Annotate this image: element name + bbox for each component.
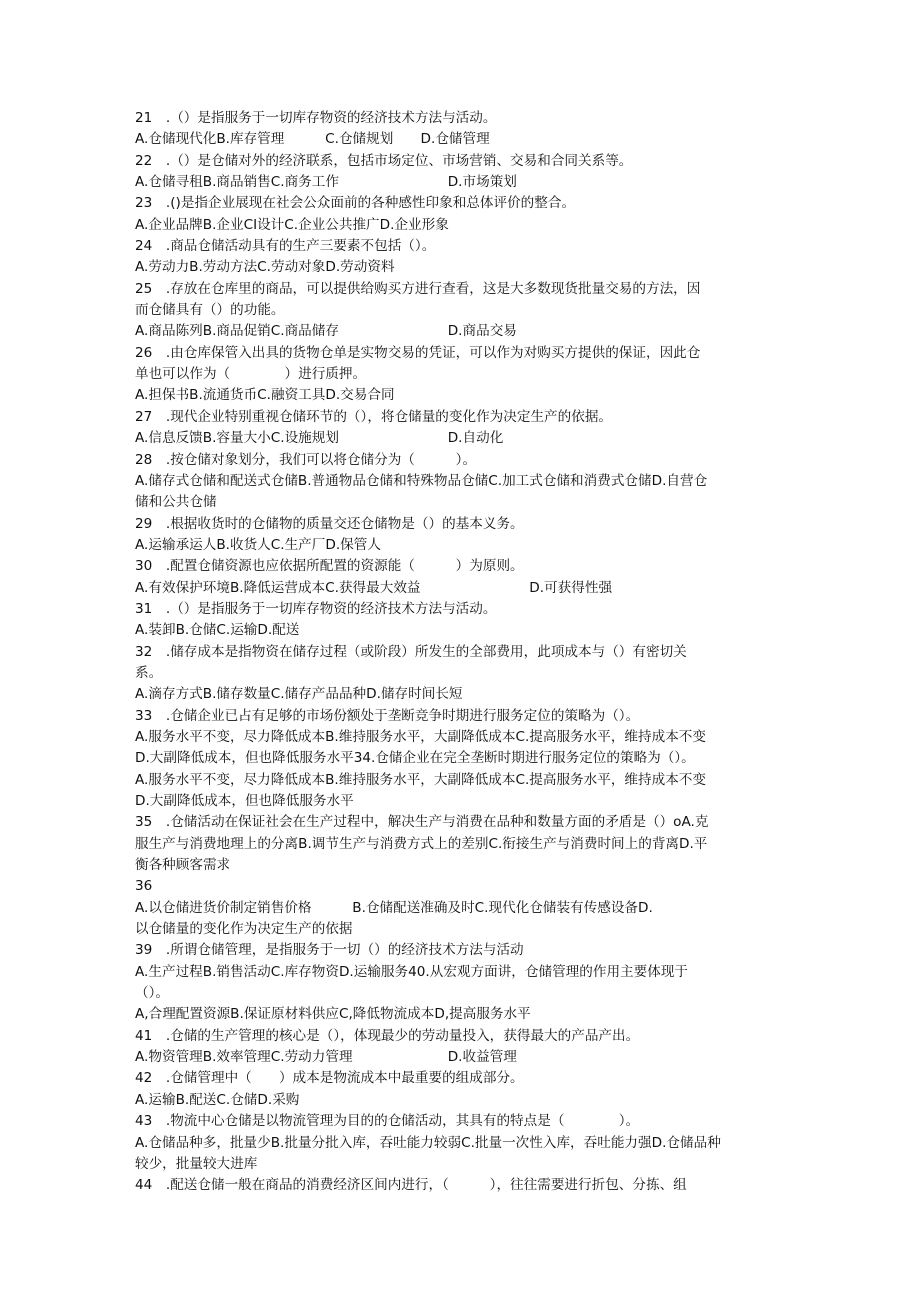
text-line: 30 .配置仓储资源也应依据所配置的资源能（ ）为原则。 bbox=[135, 558, 524, 575]
text-line: 35 .仓储活动在保证社会在生产过程中，解决生产与消费在品种和数量方面的矛盾是（）oA.克 bbox=[135, 814, 709, 831]
text-line: 单也可以作为（ ）进行质押。 bbox=[135, 366, 367, 383]
text-line: 储和公共仓储 bbox=[135, 494, 217, 511]
text-line: 25 .存放在仓库里的商品，可以提供给购买方进行查看，这是大多数现货批量交易的方法，因 bbox=[135, 280, 701, 297]
text-line: A.运输B.配送C.仓储D.采购 bbox=[135, 1091, 300, 1108]
text-line: 27 .现代企业特别重视仓储环节的（），将仓储量的变化作为决定生产的依据。 bbox=[135, 408, 613, 425]
text-line: 系。 bbox=[135, 664, 163, 681]
text-line: 以仓储量的变化作为决定生产的依据 bbox=[135, 921, 353, 938]
text-line: 29 .根据收货时的仓储物的质量交还仓储物是（）的基本义务。 bbox=[135, 515, 524, 532]
text-line: A,合理配置资源B.保证原材料供应C,降低物流成本D,提高服务水平 bbox=[135, 1006, 531, 1023]
text-line: A.滴存方式B.储存数量C.储存产品品种D.储存时间长短 bbox=[135, 686, 463, 703]
text-line: A.仓储品种多，批量少B.批量分批入库，吞吐能力较弱C.批量一次性入库，吞吐能力强D.仓储品种 bbox=[135, 1134, 721, 1151]
text-line: 而仓储具有（）的功能。 bbox=[135, 302, 285, 319]
text-line: 43 .物流中心仓储是以物流管理为目的的仓储活动，其具有的特点是（ ）。 bbox=[135, 1113, 640, 1130]
text-line: D.大副降低成本，但也降低服务水平34.仓储企业在完全垄断时期进行服务定位的策略为（）。 bbox=[135, 750, 695, 767]
text-line: A.生产过程B.销售活动C.库存物资D.运输服务40.从宏观方面讲，仓储管理的作用主要体现于 bbox=[135, 963, 689, 980]
text-line: 21 .（）是指服务于一切库存物资的经济技术方法与活动。 bbox=[135, 110, 497, 126]
text-line: A.有效保护环境B.降低运营成本C.获得最大效益 D.可获得性强 bbox=[135, 579, 613, 596]
text-line: 39 .所谓仓储管理，是指服务于一切（）的经济技术方法与活动 bbox=[135, 942, 524, 959]
text-line: 32 .储存成本是指物资在储存过程（或阶段）所发生的全部费用，此项成本与（）有密切关 bbox=[135, 643, 687, 660]
text-line: A.服务水平不变，尽力降低成本B.维持服务水平，大副降低成本C.提高服务水平，维持成本不变 bbox=[135, 728, 706, 745]
text-line: 28 .按仓储对象划分，我们可以将仓储分为（ ）。 bbox=[135, 451, 477, 468]
text-line: A.劳动力B.劳动方法C.劳动对象D.劳动资料 bbox=[135, 259, 395, 276]
text-line: A.企业品牌B.企业CI设计C.企业公共推广D.企业形象 bbox=[135, 216, 449, 233]
text-line: A.物资管理B.效率管理C.劳动力管理 D.收益管理 bbox=[135, 1049, 517, 1066]
text-line: 较少，批量较大进库 bbox=[135, 1155, 258, 1172]
text-line: 服生产与消费地理上的分离B.调节生产与消费方式上的差别C.衔接生产与消费时间上的背离D.平 bbox=[135, 835, 708, 852]
text-line: A.信息反馈B.容量大小C.设施规划 D.自动化 bbox=[135, 430, 504, 447]
text-line: 26 .由仓库保管入出具的货物仓单是实物交易的凭证，可以作为对购买方提供的保证，因此仓 bbox=[135, 344, 701, 361]
text-line: （）。 bbox=[135, 985, 169, 1002]
text-line: 31 .（）是指服务于一切库存物资的经济技术方法与活动。 bbox=[135, 600, 497, 617]
text-line: 33 .仓储企业已占有足够的市场份额处于垄断竞争时期进行服务定位的策略为（）。 bbox=[135, 707, 640, 724]
text-line: 42 .仓储管理中（ ）成本是物流成本中最重要的组成部分。 bbox=[135, 1070, 524, 1087]
text-line: A.担保书B.流通货币C.融资工具D.交易合同 bbox=[135, 387, 395, 404]
text-line: A.运输承运人B.收货人C.生产厂D.保管人 bbox=[135, 536, 381, 553]
text-line: 22 .（）是仓储对外的经济联系，包括市场定位、市场营销、交易和合同关系等。 bbox=[135, 152, 633, 169]
text-line: A.服务水平不变，尽力降低成本B.维持服务水平，大副降低成本C.提高服务水平，维持成本不变 bbox=[135, 771, 706, 788]
text-line: D.大副降低成本，但也降低服务水平 bbox=[135, 793, 354, 809]
text-line: 44 .配送仓储一般在商品的消费经济区间内进行，（ ），往往需要进行折包、分拣、组 bbox=[135, 1177, 687, 1194]
document-page bbox=[135, 108, 785, 1197]
text-line: 24 .商品仓储活动具有的生产三要素不包括（）。 bbox=[135, 238, 436, 255]
text-line: A.商品陈列B.商品促销C.商品储存 D.商品交易 bbox=[135, 323, 517, 340]
text-line: 41 .仓储的生产管理的核心是（），体现最少的劳动量投入，获得最大的产品产出。 bbox=[135, 1027, 640, 1044]
text-line: A.仓储寻租B.商品销售C.商务工作 D.市场策划 bbox=[135, 174, 517, 191]
text-line: 23 .()是指企业展现在社会公众面前的各种感性印象和总体评价的整合。 bbox=[135, 195, 576, 212]
text-line: A.仓储现代化B.库存管理 C.仓储规划 D.仓储管理 bbox=[135, 131, 490, 148]
text-line: 衡各种顾客需求 bbox=[135, 857, 231, 874]
text-line: A.装卸B.仓储C.运输D.配送 bbox=[135, 622, 300, 639]
text-line: A.以仓储进货价制定销售价格 B.仓储配送准确及时C.现代化仓储装有传感设备D. bbox=[135, 899, 653, 916]
text-line: A.储存式仓储和配送式仓储B.普通物品仓储和特殊物品仓储C.加工式仓储和消费式仓储D.自营仓 bbox=[135, 472, 708, 489]
text-line: 36 bbox=[135, 878, 153, 895]
